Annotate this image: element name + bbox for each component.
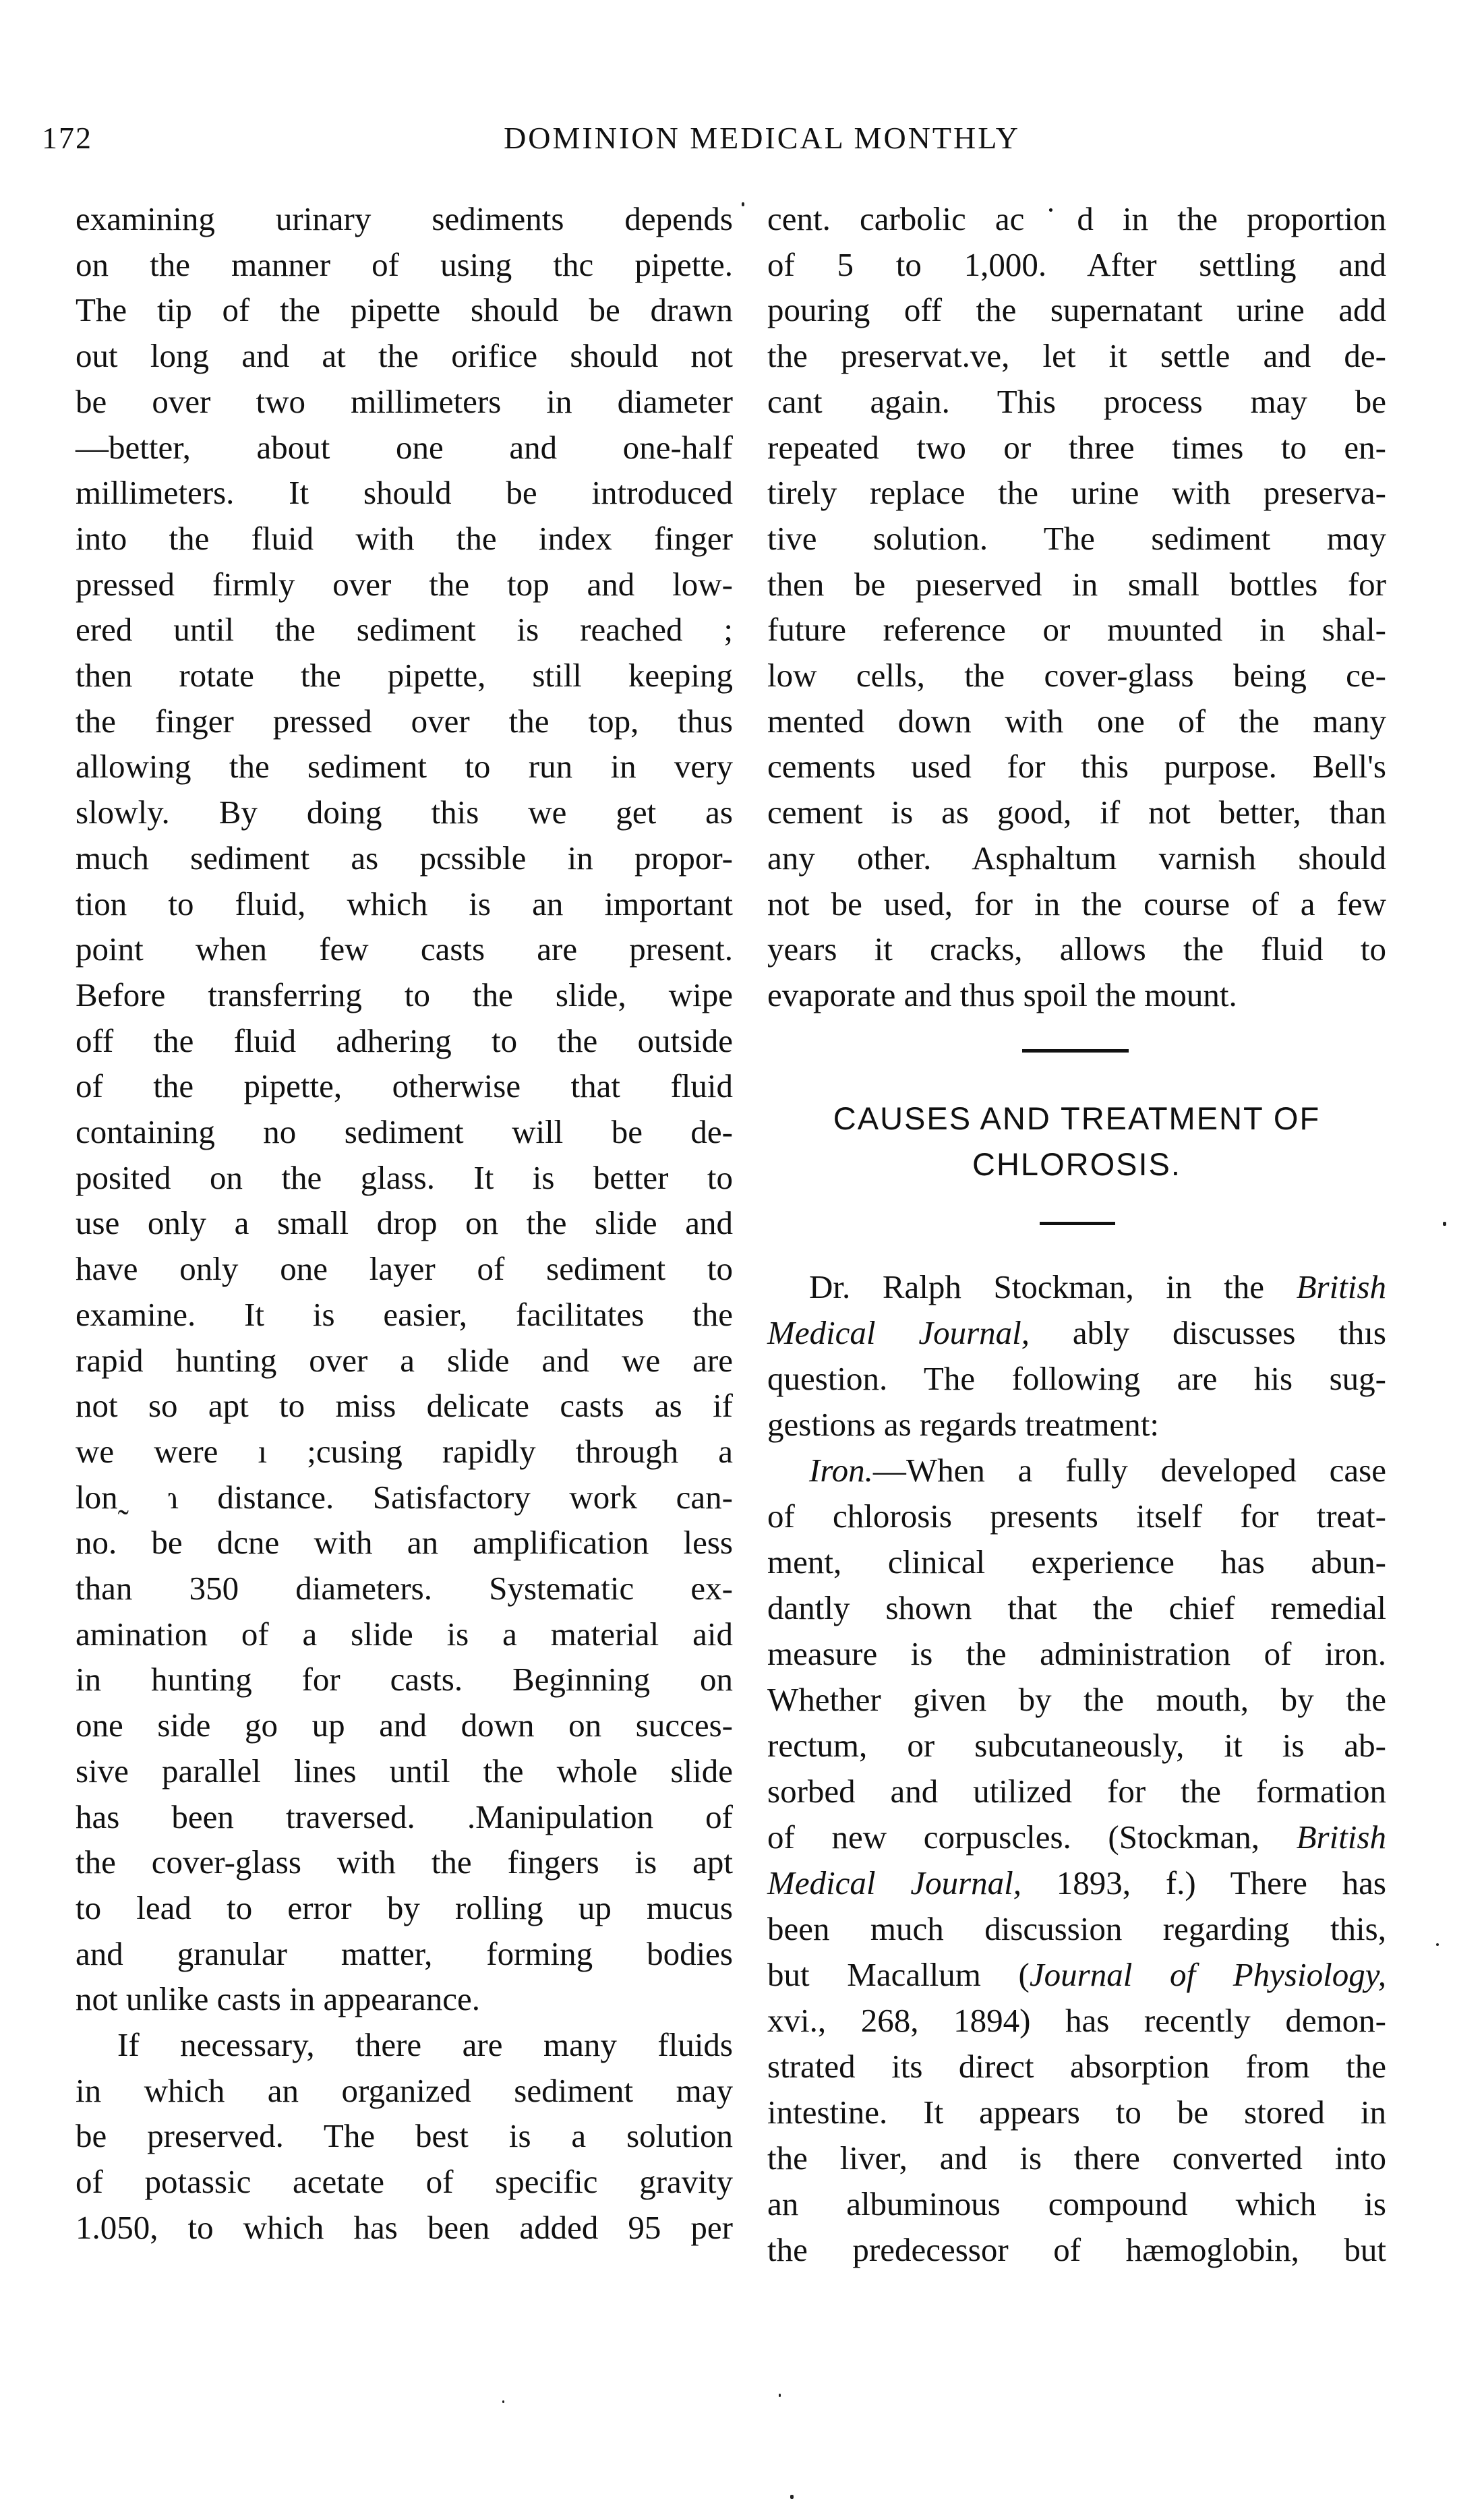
left-text-line: tion to fluid, which is an important: [76, 885, 733, 922]
right-text-line: years it cracks, allows the fluid to: [767, 930, 1386, 968]
left-text-line: much sediment as pcssible in propor-: [76, 839, 733, 877]
article-heading-line-1: CAUSES AND TREATMENT OF: [833, 1100, 1321, 1136]
right-text-line: any other. Asphaltum varnish should: [767, 839, 1386, 877]
left-text-line: be preserved. The best is a solution: [76, 2117, 733, 2155]
scan-speck: [1443, 1222, 1446, 1226]
left-text-line: point when few casts are present.: [76, 930, 733, 968]
right-text-line: of 5 to 1,000. After settling and: [767, 245, 1386, 283]
left-text-line: then rotate the pipette, still keeping: [76, 657, 733, 694]
intro-line-2: Medical Journal, ably discusses thıs: [767, 1314, 1386, 1351]
right-text-line: cant again. This process may be: [767, 382, 1386, 420]
iron-line-1: Iron.—When a fully developed case: [809, 1452, 1386, 1489]
running-head: [0, 120, 1484, 160]
left-text-line: ered until the sediment is reached ;: [76, 611, 733, 649]
right-text-line: pouring off the supernatant urine add: [767, 291, 1386, 329]
right-text-line: cements used for this purpose. Bell's: [767, 748, 1386, 786]
article-heading-line-2: CHLOROSIS.: [972, 1146, 1181, 1182]
left-text-line: than 350 diameters. Systematic ex-: [76, 1570, 733, 1607]
scan-speck: [790, 2495, 794, 2499]
left-text-line: not so apt to miss delicate casts as if: [76, 1387, 733, 1425]
right-text-line: repeated two or three times to en-: [767, 428, 1386, 466]
left-text-line: allowing the sediment to run in very: [76, 748, 733, 786]
left-text-line: have only one layer of sediment to: [76, 1250, 733, 1288]
intro-line-4: gestions as regards treatment:: [767, 1406, 1160, 1443]
iron-line-7: rectum, or subcutaneously, it is ab-: [767, 1727, 1386, 1764]
right-text-line: cement is as good, if not better, than: [767, 794, 1386, 831]
subheading-iron: Iron.: [809, 1452, 873, 1489]
left-text-line: containing no sediment will be de-: [76, 1113, 733, 1150]
left-text-line: out long and at the orifice should not: [76, 337, 733, 375]
scan-speck: [502, 2400, 504, 2403]
scan-speck: [742, 202, 744, 206]
left-text-line: posited on the glass. It is better to: [76, 1158, 733, 1196]
left-text-line: of the pipette, otherwise that fluid: [76, 1067, 733, 1105]
left-text-line: and granular matter, forming bodies: [76, 1934, 733, 1972]
iron-line-5: measure is the administration of iron.: [767, 1635, 1386, 1672]
left-text-line: on the manner of using thc pipette.: [76, 245, 733, 283]
article-heading: [767, 1096, 1386, 1187]
left-text-line: not unlike casts in appearance.: [76, 1980, 481, 2018]
iron-line-4: dantly shown that the chief remedial: [767, 1589, 1386, 1626]
left-text-line: of potassic acetate of specific gravity: [76, 2163, 733, 2201]
left-text-line: Before transferring to the slide, wipe: [76, 976, 733, 1013]
intro-line-1: Dr. Ralph Stockman, in the British: [809, 1268, 1386, 1305]
left-text-line: pressed firmly over the top and low-: [76, 565, 733, 603]
left-text-line: into the fluid with the index finger: [76, 519, 733, 557]
right-text-line: tive solution. The sediment mɑy: [767, 519, 1386, 557]
left-text-line: rapid hunting over a slide and we are: [76, 1341, 733, 1379]
right-text-line: not be used, for in the course of a few: [767, 885, 1386, 922]
right-text-line: the preservat.ve, let it settle and de-: [767, 337, 1386, 375]
left-text-line: lon˷ ɿ distance. Satisfactory work can-: [76, 1478, 733, 1516]
iron-line-14: strated its direct absorption from the: [767, 2048, 1386, 2085]
left-text-line: examine. It is easier, facilitates the: [76, 1295, 733, 1333]
left-text-line: to lead to error by rolling up mucus: [76, 1889, 733, 1926]
right-text-line: low cells, the cover-glass being ce-: [767, 657, 1386, 694]
left-text-line: the cover-glass with the fingers is apt: [76, 1843, 733, 1881]
citation-medical-journal: Medical Journal,: [767, 1314, 1030, 1351]
right-text-line: then be pıeserved in small bottles for: [767, 565, 1386, 603]
left-text-line: amination of a slide is a material aid: [76, 1615, 733, 1653]
section-divider-rule: [1022, 1049, 1129, 1053]
iron-line-10: Medical Journal, 1893, f.) There has: [767, 1864, 1386, 1901]
scan-speck: [779, 2394, 781, 2397]
iron-line-15: intestine. It appears to be stored in: [767, 2094, 1386, 2131]
right-text-line: tirely replace the urine with preserva-: [767, 474, 1386, 512]
iron-line-18: the predecessor of hæmoglobin, but: [767, 2231, 1386, 2268]
left-text-line: 1.050, to which has been added 95 per: [76, 2208, 733, 2246]
left-text-line: we were ı ;cusing rapidly through a: [76, 1432, 733, 1470]
right-text-line: future reference or mυunted in shal-: [767, 611, 1386, 649]
left-text-line: The tip of the pipette should be drawn: [76, 291, 733, 329]
iron-line-17: an albuminous compound which is: [767, 2185, 1386, 2222]
left-text-line: If necessary, there are many fluids: [117, 2026, 733, 2063]
iron-line-13: xvi., 268, 1894) has recently demon-: [767, 2002, 1386, 2039]
left-text-line: the finger pressed over the top, thus: [76, 702, 733, 740]
iron-line-11: been much discussion regarding this,: [767, 1910, 1386, 1947]
left-text-line: no. be dcne with an amplification less: [76, 1524, 733, 1562]
right-text-line: mented down with one of the many: [767, 702, 1386, 740]
citation-british: British: [1296, 1268, 1386, 1305]
left-text-line: off the fluid adhering to the outside: [76, 1022, 733, 1059]
iron-line-3: ment, clinical experience has abun-: [767, 1543, 1386, 1580]
heading-underline-rule: [1040, 1222, 1115, 1225]
left-text-line: in which an organized sediment may: [76, 2071, 733, 2109]
left-text-line: millimeters. It should be introduced: [76, 474, 733, 512]
iron-line-12: but Macallum (Journal of Physiology,: [767, 1956, 1386, 1993]
iron-line-16: the liver, and is there converted into: [767, 2139, 1386, 2177]
left-text-line: sive parallel lines until the whole slide: [76, 1752, 733, 1790]
left-text-line: in hunting for casts. Beginning on: [76, 1661, 733, 1698]
iron-line-9: of new corpuscles. (Stockman, British: [767, 1819, 1386, 1856]
journal-title: DOMINION MEDICAL MONTHLY: [504, 121, 1020, 155]
right-text-line: cent. carbolic ac˙d in the proportion: [767, 200, 1386, 237]
iron-line-8: sorbed and utilized for the formation: [767, 1773, 1386, 1810]
left-text-line: slowly. By doing this we get as: [76, 794, 733, 831]
page-number: 172: [42, 121, 92, 155]
left-text-line: has been traversed. .Manipulation of: [76, 1798, 733, 1835]
iron-line-2: of chlorosis presents itself for treat-: [767, 1498, 1386, 1535]
left-text-line: be over two millimeters in diameter: [76, 382, 733, 420]
scan-speck: [1436, 1943, 1439, 1946]
left-text-line: one side go up and down on succes-: [76, 1707, 733, 1744]
intro-line-3: question. The following are his sug-: [767, 1360, 1386, 1397]
right-text-line: evaporate and thus spoil the mount.: [767, 976, 1237, 1013]
left-text-line: —better, about one and one-half: [76, 428, 733, 466]
left-text-line: examining urinary sediments depends: [76, 200, 733, 237]
left-text-line: use only a small drop on the slide and: [76, 1204, 733, 1242]
iron-line-6: Whether given by the mouth, by the: [767, 1681, 1386, 1718]
